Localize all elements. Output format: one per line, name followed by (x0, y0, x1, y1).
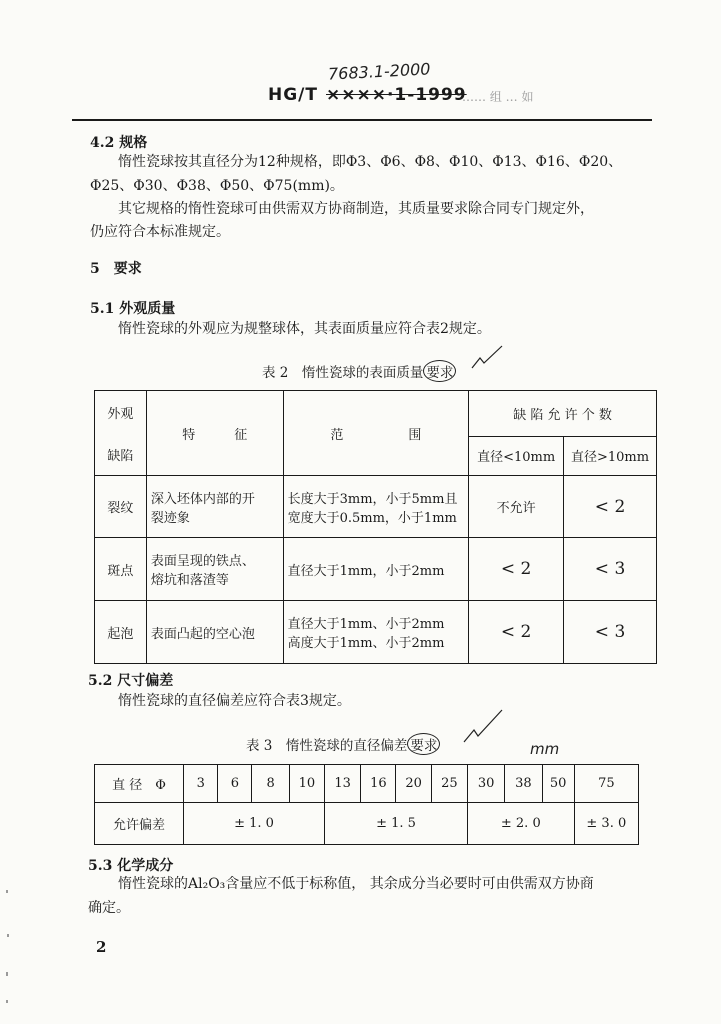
table3-tolerance: ± 1. 0 (184, 803, 325, 845)
table3-unit-note: mm (530, 740, 560, 758)
table2-count-small: < 2 (469, 538, 564, 601)
scan-artifact (7, 934, 9, 937)
table2-count-small: 不允许 (469, 476, 564, 538)
table-row (95, 765, 639, 803)
section-5-1-title: 5.1 外观质量 (90, 301, 176, 317)
table2-defect: 裂纹 (95, 476, 147, 538)
scan-artifact (6, 1000, 8, 1003)
scan-artifact (6, 972, 8, 976)
section-4-2-para1-line1: 惰性瓷球按其直径分为12种规格，即Φ3、Φ6、Φ8、Φ10、Φ13、Φ16、Φ20、 (118, 154, 623, 170)
table2-header-diameter-small: 直径<10mm (469, 436, 564, 475)
table3-tolerance: ± 2. 0 (467, 803, 574, 845)
table2-feature: 表面凸起的空心泡 (146, 601, 283, 664)
table3-diameter: 38 (505, 765, 542, 803)
table3-diameter: 6 (218, 765, 252, 803)
section-4-2-para1-line2: Φ25、Φ30、Φ38、Φ50、Φ75(mm)。 (90, 178, 344, 194)
section-5-title: 5 要求 (90, 261, 142, 277)
table3-diameter: 75 (574, 765, 638, 803)
table2-count-large: < 3 (564, 538, 657, 601)
table3-diameter: 25 (431, 765, 467, 803)
section-4-2-para2-line2: 仍应符合本标准规定。 (90, 224, 230, 240)
table3-check-mark (462, 708, 506, 748)
table2-feature: 表面呈现的铁点、 熔坑和落渣等 (146, 538, 283, 601)
page-number: 2 (96, 938, 107, 956)
table2-count-small: < 2 (469, 601, 564, 664)
section-5-3-title: 5.3 化学成分 (88, 858, 174, 874)
table3-caption-text: 表 3 惰性瓷球的直径偏差 (246, 738, 408, 754)
table2 (94, 390, 657, 664)
table3-diameter: 20 (396, 765, 431, 803)
table2-range: 直径大于1mm、小于2mm 高度大于1mm、小于2mm (283, 601, 469, 664)
section-5-1-para: 惰性瓷球的外观应为规整球体，其表面质量应符合表2规定。 (118, 321, 491, 337)
table3-caption (246, 733, 440, 755)
section-5-3-para-line1: 惰性瓷球的Al₂O₃含量应不低于标称值， 其余成分当必要时可由供需双方协商 (118, 876, 594, 892)
table3-diameter: 10 (289, 765, 324, 803)
section-4-2-para2-line1: 其它规格的惰性瓷球可由供需双方协商制造，其质量要求除合同专门规定外， (118, 201, 594, 217)
header-smudge: …… 组 … 如 (462, 90, 534, 104)
table2-range: 长度大于3mm，小于5mm且 宽度大于0.5mm，小于1mm (283, 476, 469, 538)
scan-artifact (6, 890, 8, 893)
table2-caption (262, 360, 456, 382)
table2-caption-circled: 要求 (423, 360, 456, 382)
section-5-2-title: 5.2 尺寸偏差 (88, 673, 174, 689)
table2-check-mark (470, 344, 506, 374)
table3-diameter: 30 (467, 765, 504, 803)
section-5-2-para: 惰性瓷球的直径偏差应符合表3规定。 (118, 693, 351, 709)
table2-caption-text: 表 2 惰性瓷球的表面质量 (262, 365, 424, 381)
table2-count-large: < 3 (564, 601, 657, 664)
section-4-2-title: 4.2 规格 (90, 135, 148, 151)
table3-tolerance-label: 允许偏差 (95, 803, 184, 845)
table3-diameter: 50 (542, 765, 574, 803)
table-row (95, 601, 657, 664)
table3-diameter: 8 (252, 765, 289, 803)
table2-header-feature: 特 征 (146, 391, 283, 476)
table2-count-large: < 2 (564, 476, 657, 538)
table3-tolerance: ± 3. 0 (574, 803, 638, 845)
table3-caption-circled: 要求 (407, 733, 440, 755)
table-row (95, 803, 639, 845)
table3-tolerance: ± 1. 5 (325, 803, 468, 845)
table2-header-allowed: 缺 陷 允 许 个 数 (469, 391, 657, 437)
table2-header-range: 范 围 (283, 391, 469, 476)
struck-standard-number: ××××·1-1999 (326, 85, 467, 105)
table3-diameter: 3 (184, 765, 218, 803)
handwritten-standard-number: 7683.1-2000 (327, 59, 431, 84)
table2-header-diameter-large: 直径>10mm (564, 436, 657, 475)
table2-feature: 深入坯体内部的开 裂迹象 (146, 476, 283, 538)
table3-diameter: 13 (325, 765, 361, 803)
table2-header-defect: 外观 缺陷 (95, 391, 147, 476)
table2-range: 直径大于1mm，小于2mm (283, 538, 469, 601)
header-rule (72, 119, 652, 121)
table2-defect: 起泡 (95, 601, 147, 664)
table3-diameter: 16 (361, 765, 396, 803)
table-row (95, 476, 657, 538)
table2-defect: 斑点 (95, 538, 147, 601)
table3 (94, 764, 639, 845)
section-5-3-para-line2: 确定。 (88, 900, 130, 916)
table-row (95, 538, 657, 601)
standard-prefix: HG/T (268, 85, 318, 105)
table3-diameter-label: 直 径 Φ (95, 765, 184, 803)
